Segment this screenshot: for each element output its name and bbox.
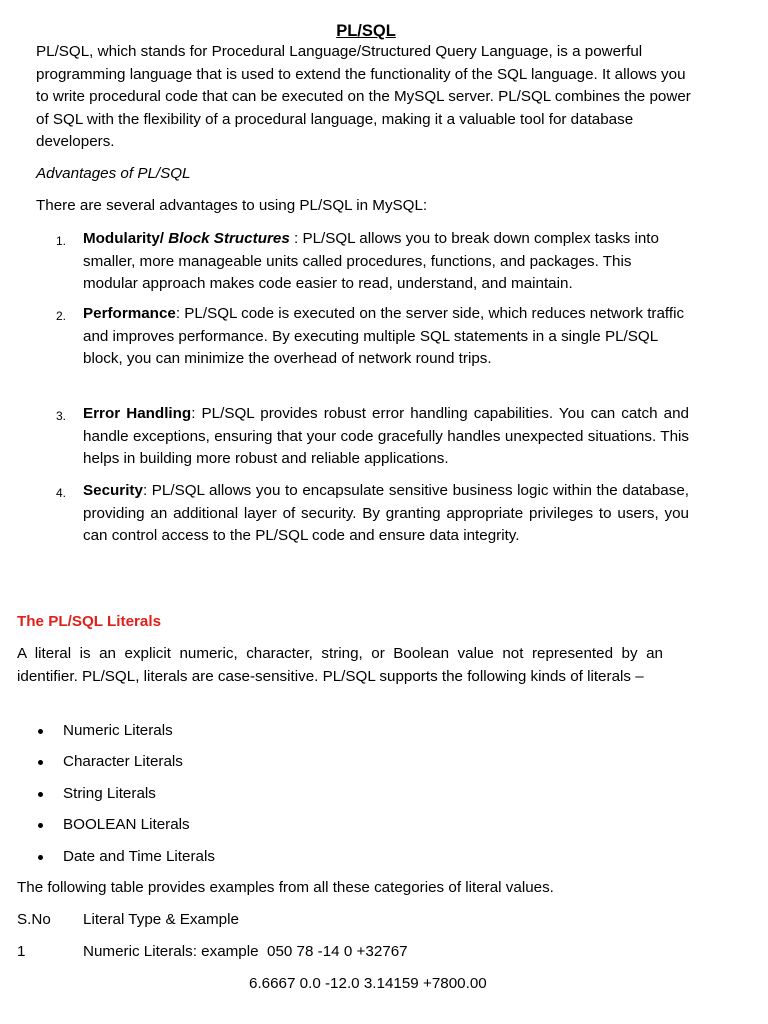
literals-heading: The PL/SQL Literals	[17, 613, 162, 630]
list-number: 4.	[56, 486, 67, 500]
advantage-text: : PL/SQL allows you to break down complex tasks into smaller, more manageable units called procedures, functions, and packages. This modular approach makes code easier to read, understand, and maintain.	[83, 230, 659, 292]
advantage-term: Error Handling	[83, 405, 192, 422]
advantage-term: Performance	[83, 305, 176, 322]
advantage-term-italic: Block Structures	[168, 230, 290, 247]
advantage-text: : PL/SQL code is executed on the server side, which reduces network traffic and improves performance. By executing multiple SQL statements in a single PL/SQL block, you can minimize the overhead of network round trips.	[83, 305, 685, 367]
advantage-body	[83, 303, 689, 371]
intro-paragraph: PL/SQL, which stands for Procedural Language/Structured Query Language, is a powerful programming language that is used to extend the functionality of the SQL language. It allows you to write procedural code that can be executed on the MySQL server. PL/SQL combines the power of SQL with the flexibility of a procedural language, making it a valuable tool for database developers.	[36, 43, 691, 150]
advantage-term: Security	[83, 482, 143, 499]
advantages-heading: Advantages of PL/SQL	[36, 165, 191, 182]
literal-kind: Numeric Literals	[63, 722, 173, 739]
literals-description: A literal is an explicit numeric, character, string, or Boolean value not represented by an identifier. PL/SQL, literals are case-sensitive. PL/SQL supports the following kinds of literals –	[17, 645, 663, 685]
advantages-lead: There are several advantages to using PL/SQL in MySQL:	[36, 197, 428, 214]
advantage-text: : PL/SQL provides robust error handling capabilities. You can catch and handle exceptions, ensuring that your code gracefully handles unexpected situations. This helps in building more robust and reliable applications.	[83, 405, 689, 467]
table-cell-sno: 1	[17, 943, 26, 960]
list-number: 3.	[56, 409, 67, 423]
list-number: 2.	[56, 309, 67, 323]
advantage-body	[83, 403, 689, 471]
page-title: PL/SQL	[336, 22, 396, 40]
literal-kind: Date and Time Literals	[63, 848, 215, 865]
advantage-text: : PL/SQL allows you to encapsulate sensitive business logic within the database, providing an additional layer of security. By granting appropriate privileges to users, you can control access to the PL/SQL code and ensure data integrity.	[83, 482, 689, 544]
list-item	[38, 783, 338, 805]
literal-kind: Character Literals	[63, 753, 183, 770]
table-lead: The following table provides examples from all these categories of literal values.	[17, 879, 554, 896]
list-item	[38, 846, 338, 868]
bullet-icon	[38, 729, 43, 734]
table-header-literal-type: Literal Type & Example	[83, 911, 239, 928]
literal-kind: String Literals	[63, 785, 156, 802]
list-item	[38, 814, 338, 836]
advantage-term: Modularity/	[83, 230, 169, 247]
bullet-icon	[38, 760, 43, 765]
table-header-sno: S.No	[17, 911, 51, 928]
bullet-icon	[38, 823, 43, 828]
list-item	[38, 720, 338, 742]
table-cell-example-continuation: 6.6667 0.0 -12.0 3.14159 +7800.00	[249, 975, 487, 992]
list-number: 1.	[56, 234, 67, 248]
bullet-icon	[38, 792, 43, 797]
literal-kind: BOOLEAN Literals	[63, 816, 190, 833]
advantage-body	[83, 228, 689, 296]
table-cell-example: Numeric Literals: example 050 78 -14 0 +32767	[83, 943, 408, 960]
bullet-icon	[38, 855, 43, 860]
list-item	[38, 751, 338, 773]
advantage-body	[83, 480, 689, 548]
